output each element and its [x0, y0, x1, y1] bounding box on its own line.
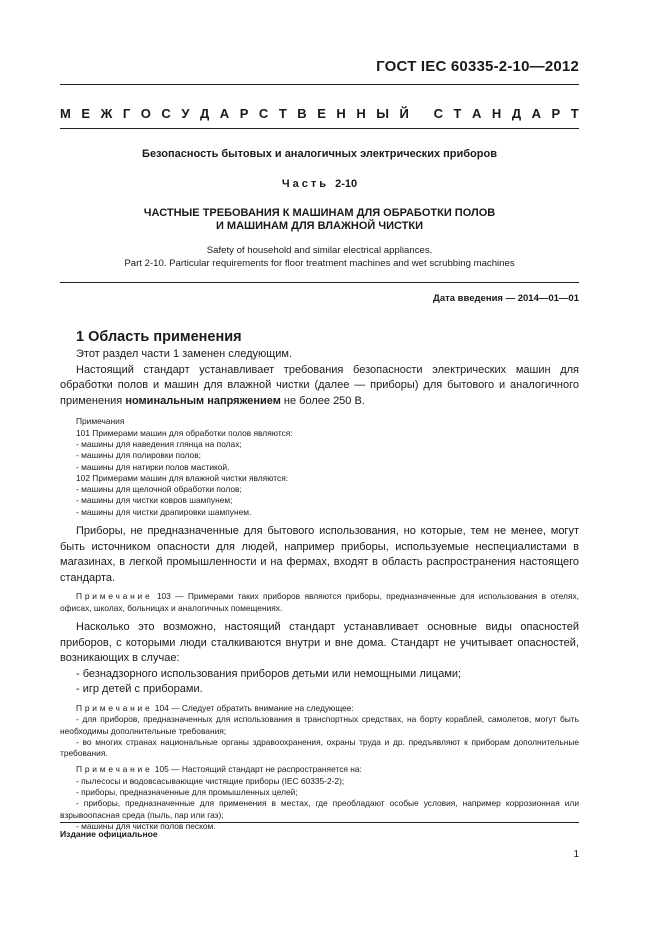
list-item: - игр детей с приборами.	[76, 683, 203, 696]
note-105	[60, 764, 579, 775]
banner-letter: У	[181, 106, 190, 121]
note-item: - во многих странах национальные органы здравоохранения, охраны труда и др. предъявляют к приборам дополнительные требования.	[60, 736, 579, 759]
list-item: - безнадзорного использования приборов детьми или немощными лицами;	[76, 667, 462, 680]
banner-letter: Т	[278, 106, 287, 121]
part-label: Часть	[281, 178, 330, 190]
note-item: - для приборов, предназначенных для использования в транспортных средствах, на борту кораблей, самолетов, могут быть необходимы дополнительные требования;	[60, 714, 579, 736]
banner-letter: А	[531, 106, 541, 121]
banner-letter: Н	[336, 106, 346, 121]
document-title-line2: И МАШИНАМ ДЛЯ ВЛАЖНОЙ ЧИСТКИ	[215, 220, 424, 232]
note-item: - приборы, предназначенные для применения в местах, где преобладают особые условия, например коррозионная или взрывоопасная среда (пыль, пар или газ);	[60, 798, 579, 820]
note-text: 104 — Следует обратить внимание на следующее:	[152, 702, 354, 713]
note-label: Примечание	[76, 764, 153, 775]
english-title-line2: Part 2-10. Particular requirements for floor treatment machines and wet scrubbing machines	[124, 258, 515, 269]
scope-text-end: не более 250 В.	[280, 394, 365, 407]
note-103	[60, 591, 579, 614]
banner-letter: Н	[491, 106, 502, 121]
document-title	[60, 207, 579, 233]
paragraph: Приборы, не предназначенные для бытового использования, но которые, тем не менее, могут быть источником опасности для людей, например приборы, используемые неспециалистами в магазинах, в легкой промышленности и на фермах, входят в область распространения настоящего стандарта.	[60, 525, 579, 584]
note-item: - машины для натирки полов мастикой.	[76, 461, 230, 472]
page-number: 1	[573, 849, 579, 860]
note-item: - машины для щелочной обработки полов;	[76, 484, 242, 495]
notes-title: Примечания	[76, 416, 125, 427]
section-heading: 1 Область применения	[76, 329, 242, 345]
note-item: - машины для чистки полов песком.	[76, 820, 216, 831]
series-title: Безопасность бытовых и аналогичных электрических приборов	[142, 148, 497, 160]
banner-letter: А	[219, 106, 230, 121]
note-text: 105 — Настоящий стандарт не распространяется на:	[152, 764, 362, 775]
title-rule	[60, 282, 579, 283]
banner-letter: Е	[81, 106, 91, 121]
standard-code: ГОСТ IEC 60335-2-10—2012	[376, 58, 579, 75]
paragraph-scope	[60, 363, 579, 410]
banner-letter: Р	[239, 106, 249, 121]
banner-letter: А	[471, 106, 482, 121]
footer-rule	[60, 822, 579, 823]
banner-letter: Ы	[376, 106, 389, 121]
banner-letter: Д	[511, 106, 522, 121]
english-title	[60, 244, 579, 270]
note-text: 103 — Примерами таких приборов являются приборы, предназначенные для использования в отелях, офисах, школах, больницах и аналогичных помещениях.	[60, 591, 579, 613]
interstate-standard-banner	[60, 106, 579, 121]
banner-letter: Т	[570, 106, 579, 121]
header-rule-bottom	[60, 128, 579, 129]
introduction-date: Дата введения — 2014—01—01	[433, 293, 579, 304]
note-item: - машины для полировки полов;	[76, 450, 201, 461]
banner-letter: Й	[399, 106, 409, 121]
note-item: 102 Примерами машин для влажной чистки являются:	[76, 472, 289, 483]
document-title-line1: ЧАСТНЫЕ ТРЕБОВАНИЯ К МАШИНАМ ДЛЯ ОБРАБОТКИ ПОЛОВ	[143, 207, 496, 219]
note-item: - машины для чистки драпировки шампунем.	[76, 506, 252, 517]
paragraph: Этот раздел части 1 заменен следующим.	[76, 348, 293, 360]
english-title-line1: Safety of household and similar electrical appliances.	[206, 245, 433, 256]
banner-letter: Д	[199, 106, 210, 121]
part-title	[60, 178, 579, 190]
section-body	[60, 347, 579, 832]
note-104	[60, 703, 579, 714]
paragraph: Насколько это возможно, настоящий стандарт устанавливает основные виды опасностей приборов, с которыми люди сталкиваются внутри и вне дома. Стандарт не учитывает опасностей, возникающих в случае:	[60, 621, 579, 665]
banner-letter: М	[60, 106, 71, 121]
banner-letter: Г	[122, 106, 131, 121]
banner-letter: О	[140, 106, 151, 121]
note-label: Примечание	[76, 702, 153, 713]
banner-letter: Ж	[100, 106, 113, 121]
part-number: 2-10	[335, 178, 358, 190]
rated-voltage-term: номинальным напряжением	[125, 394, 281, 407]
note-item: 101 Примерами машин для обработки полов являются:	[76, 427, 293, 438]
note-item: - приборы, предназначенные для промышленных целей;	[76, 787, 298, 798]
banner-letter: Т	[453, 106, 462, 121]
banner-letter: С	[258, 106, 269, 121]
note-item: - машины для наведения глянца на полах;	[76, 438, 242, 449]
banner-letter: С	[161, 106, 171, 121]
banner-letter: Е	[317, 106, 326, 121]
header-rule-top	[60, 84, 579, 85]
note-item: - машины для чистки ковров шампунем;	[76, 495, 233, 506]
scope-text-start: Настоящий стандарт устанавливает требования безопасности электрических машин для обработки полов и машин для влажной чистки (далее — приборы) для бытового и аналогичного применения	[60, 363, 579, 407]
note-item: - пылесосы и водовсасывающие чистящие приборы (IEC 60335-2-2);	[76, 775, 345, 786]
banner-letter: В	[297, 106, 307, 121]
banner-letter: Р	[551, 106, 561, 121]
banner-letter: С	[433, 106, 443, 121]
official-edition: Издание официальное	[60, 829, 158, 839]
banner-letter: Н	[356, 106, 366, 121]
banner-gap	[419, 106, 423, 121]
note-label: Примечание	[76, 591, 153, 602]
